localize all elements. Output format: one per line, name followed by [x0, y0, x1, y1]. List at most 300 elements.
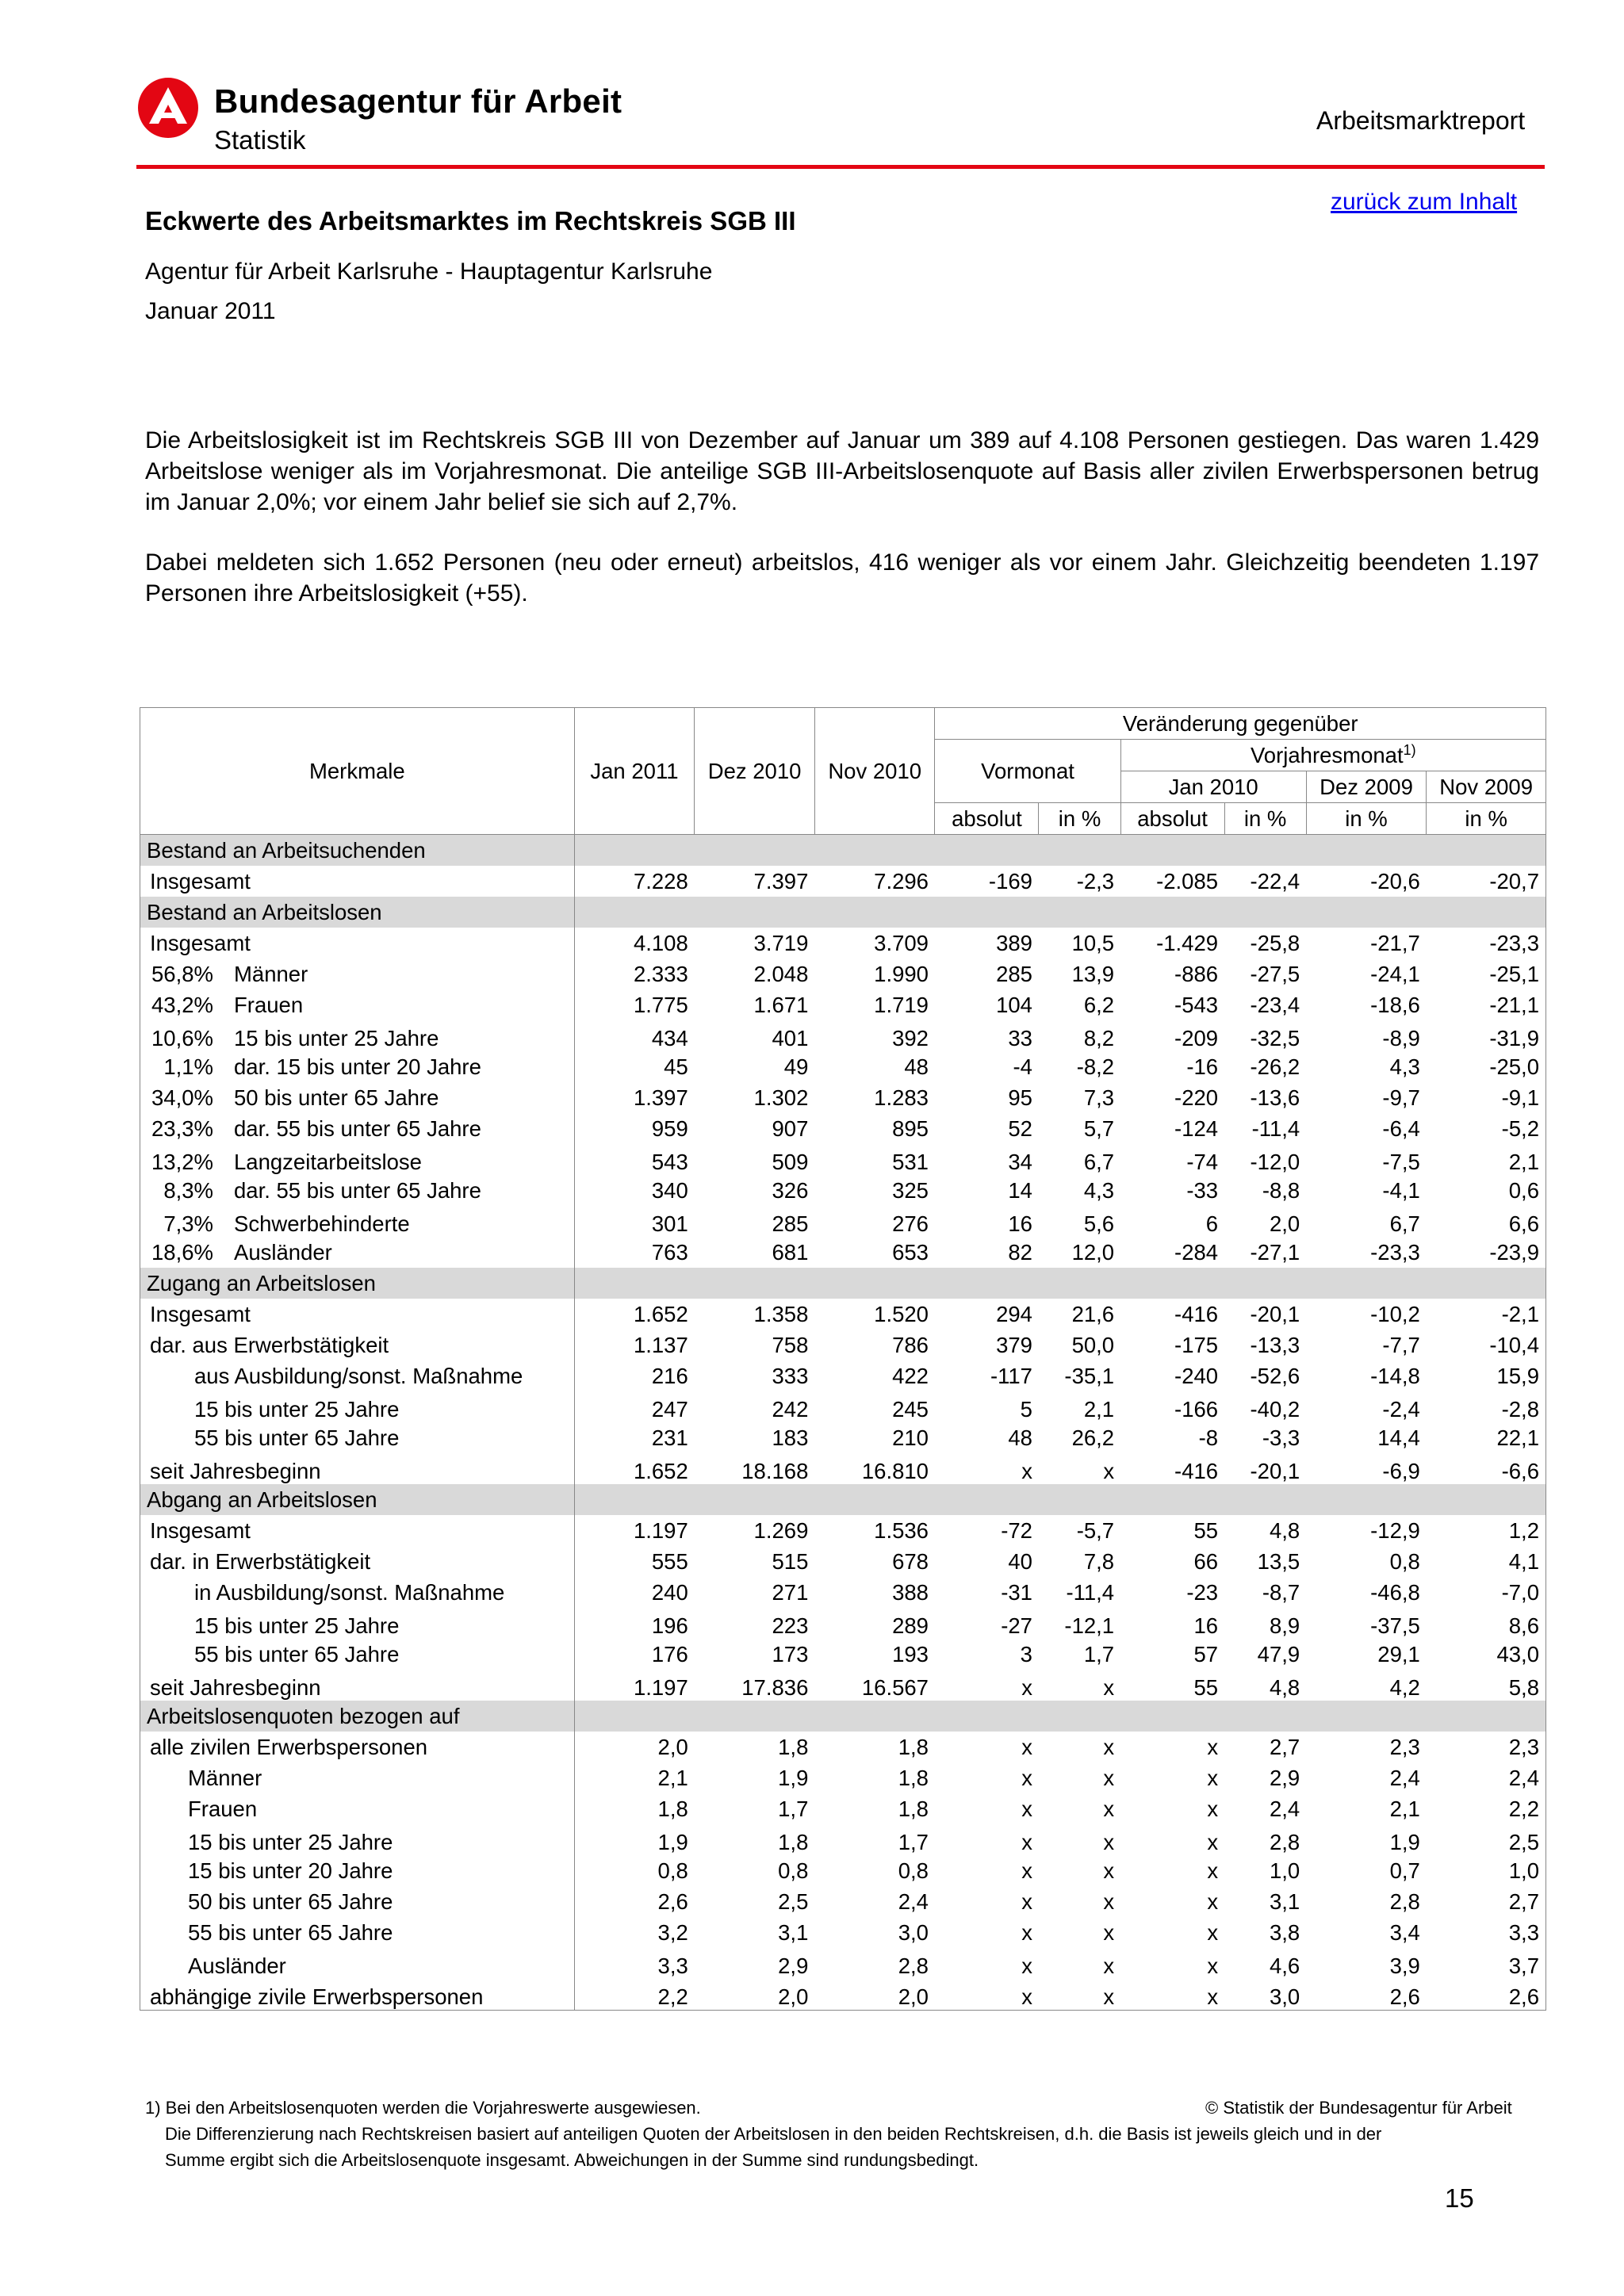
header-vormonat: Vormonat — [935, 740, 1120, 803]
table-row — [140, 1948, 1546, 1979]
row-label-text: Langzeitarbeitslose — [234, 1150, 422, 1174]
row-label-text: abhängige zivile Erwerbspersonen — [150, 1984, 484, 2009]
row-share-pct: 10,6% — [151, 1026, 213, 1050]
table-cell: -25,0 — [1427, 1051, 1546, 1082]
table-cell: -13,6 — [1250, 1085, 1300, 1110]
table-cell: 16.567 — [861, 1675, 929, 1700]
table-cell: -11,4 — [1251, 1115, 1300, 1141]
row-share-pct: 18,6% — [151, 1239, 213, 1265]
table-cell: 4.108 — [633, 930, 688, 955]
table-cell: x — [1103, 1796, 1115, 1821]
row-label-text: 50 bis unter 65 Jahre — [234, 1085, 439, 1110]
row-label — [140, 1577, 575, 1608]
table-cell: x — [1103, 1765, 1115, 1790]
table-row — [140, 1330, 1546, 1360]
header-in-pct: in % — [1039, 803, 1120, 835]
table-cell: 4,8 — [1269, 1675, 1300, 1700]
table-cell: 2,8 — [1269, 1830, 1300, 1854]
table-row — [140, 1793, 1546, 1824]
table-cell: 1.719 — [874, 992, 929, 1017]
header-vorjahresmonat: Vorjahresmonat$^{1)}$ — [1120, 740, 1545, 771]
table-cell: 289 — [892, 1613, 929, 1638]
table-cell: x — [1039, 1979, 1120, 2011]
table-cell: 3,1 — [778, 1919, 809, 1945]
table-cell: 1,0 — [1427, 1855, 1546, 1886]
table-cell: 4,6 — [1269, 1954, 1300, 1978]
table-cell: -52,6 — [1250, 1363, 1300, 1388]
section-title: Zugang an Arbeitslosen — [140, 1268, 575, 1299]
table-cell: 8,9 — [1269, 1613, 1300, 1638]
table-cell: 1.775 — [633, 992, 688, 1017]
table-cell: x — [1103, 1734, 1115, 1759]
table-cell: 5,8 — [1427, 1670, 1546, 1701]
table-row — [140, 1144, 1546, 1175]
table-cell: 895 — [892, 1115, 929, 1141]
table-cell: 392 — [892, 1026, 929, 1050]
table-cell: 16.810 — [861, 1459, 929, 1483]
row-label — [140, 866, 575, 897]
table-cell: 2,2 — [574, 1979, 695, 2011]
table-cell: 29,1 — [1377, 1641, 1420, 1667]
table-cell: 245 — [892, 1397, 929, 1422]
section-filler — [574, 897, 1545, 928]
table-cell: -2,3 — [1076, 868, 1115, 894]
table-cell: 22,1 — [1427, 1422, 1546, 1453]
table-cell: 18.168 — [741, 1459, 809, 1483]
table-cell: 3,8 — [1269, 1919, 1300, 1945]
row-label-text: in Ausbildung/sonst. Maßnahme — [194, 1579, 505, 1605]
table-cell: 2,4 — [898, 1888, 929, 1914]
table-cell: 2,7 — [1427, 1886, 1546, 1917]
table-cell: 0,6 — [1427, 1175, 1546, 1206]
table-cell: 2,1 — [1083, 1397, 1115, 1422]
table-cell: -886 — [1174, 961, 1219, 986]
table-row — [140, 1577, 1546, 1608]
table-cell: 2,5 — [1427, 1824, 1546, 1855]
table-cell: -31,9 — [1427, 1020, 1546, 1051]
table-cell: x — [1021, 1858, 1032, 1883]
row-label-text: dar. in Erwerbstätigkeit — [150, 1548, 371, 1574]
table-cell: x — [1103, 1830, 1115, 1854]
table-cell: -40,2 — [1250, 1397, 1300, 1422]
table-cell: 0,8 — [778, 1858, 809, 1883]
row-label — [140, 1113, 575, 1144]
table-cell: x — [1021, 1954, 1032, 1978]
table-cell: -14,8 — [1370, 1363, 1420, 1388]
table-cell: 2,1 — [657, 1765, 688, 1790]
table-cell: 50,0 — [1071, 1332, 1115, 1357]
row-share-pct: 43,2% — [151, 992, 213, 1017]
row-label — [140, 1762, 575, 1793]
ba-logo-icon — [136, 76, 200, 140]
back-to-contents-link[interactable]: zurück zum Inhalt — [1331, 189, 1518, 215]
section-filler — [574, 1268, 1545, 1299]
table-cell: 1.283 — [874, 1085, 929, 1110]
table-row — [140, 1732, 1546, 1762]
table-row — [140, 1020, 1546, 1051]
row-share-pct: 34,0% — [151, 1085, 213, 1110]
table-cell: 40 — [1008, 1548, 1032, 1574]
table-cell: -166 — [1174, 1397, 1219, 1422]
table-cell: -72 — [1001, 1517, 1032, 1543]
table-cell: 1,9 — [657, 1830, 688, 1854]
table-cell: 340 — [651, 1177, 688, 1203]
table-cell: 2,1 — [1427, 1144, 1546, 1175]
table-cell: -284 — [1174, 1239, 1219, 1265]
table-cell: -22,4 — [1250, 868, 1300, 894]
table-row — [140, 1608, 1546, 1639]
row-label — [140, 1391, 575, 1422]
table-cell: x — [1021, 1675, 1032, 1700]
header-in-pct: in % — [1306, 803, 1427, 835]
table-cell: x — [1207, 1830, 1219, 1854]
table-cell: x — [1207, 1888, 1219, 1914]
row-label-text: dar. aus Erwerbstätigkeit — [150, 1332, 389, 1357]
table-cell: -117 — [990, 1363, 1032, 1388]
table-cell: 434 — [651, 1026, 688, 1050]
table-cell: -175 — [1174, 1332, 1219, 1357]
header-jan2011: Jan 2011 — [574, 708, 695, 835]
table-cell: -23,3 — [1427, 928, 1546, 959]
row-label — [140, 1855, 575, 1886]
table-cell: 12,0 — [1071, 1239, 1115, 1265]
row-label — [140, 1144, 575, 1175]
section-title: Abgang an Arbeitslosen — [140, 1484, 575, 1515]
table-cell: 1,8 — [898, 1734, 929, 1759]
table-cell: 3,9 — [1389, 1954, 1420, 1978]
table-cell: -8,8 — [1262, 1177, 1300, 1203]
table-cell: 57 — [1193, 1641, 1219, 1667]
table-cell: -8 — [1198, 1425, 1219, 1450]
table-cell: -2,8 — [1427, 1391, 1546, 1422]
row-label — [140, 1237, 575, 1268]
table-cell: 47,9 — [1257, 1641, 1300, 1667]
table-cell: -23,9 — [1427, 1237, 1546, 1268]
row-share-pct: 8,3% — [163, 1177, 213, 1203]
table-cell: 240 — [651, 1579, 688, 1605]
table-cell: 223 — [772, 1613, 809, 1638]
row-label-text: seit Jahresbeginn — [150, 1459, 321, 1483]
table-cell: x — [1021, 1830, 1032, 1854]
table-cell: 1.520 — [874, 1301, 929, 1326]
table-cell: 3,0 — [1224, 1979, 1306, 2011]
table-cell: -27 — [1001, 1613, 1032, 1638]
header-absolut: absolut — [1120, 803, 1224, 835]
table-cell: 0,8 — [898, 1858, 929, 1883]
table-cell: 2,0 — [1269, 1211, 1300, 1236]
table-cell: 4,1 — [1427, 1546, 1546, 1577]
row-label — [140, 1639, 575, 1670]
header-veraenderung: Veränderung gegenüber — [935, 708, 1546, 740]
table-cell: x — [1103, 1888, 1115, 1914]
table-cell: -31 — [1001, 1579, 1032, 1605]
table-cell: 422 — [892, 1363, 929, 1388]
table-cell: 16 — [1193, 1613, 1219, 1638]
table-cell: 1,8 — [778, 1830, 809, 1854]
row-label-text: 15 bis unter 25 Jahre — [194, 1397, 400, 1422]
org-sub: Statistik — [214, 125, 306, 155]
table-cell: 95 — [1008, 1085, 1032, 1110]
table-cell: 6,6 — [1427, 1206, 1546, 1237]
table-cell: 7,8 — [1083, 1548, 1115, 1574]
table-cell: 4,8 — [1269, 1517, 1300, 1543]
table-cell: 14 — [1008, 1177, 1032, 1203]
table-cell: 7.397 — [753, 868, 809, 894]
table-cell: -27,1 — [1250, 1239, 1300, 1265]
table-cell: 3,1 — [1269, 1888, 1300, 1914]
table-cell: 216 — [651, 1363, 688, 1388]
table-cell: x — [1021, 1796, 1032, 1821]
row-label — [140, 1051, 575, 1082]
table-cell: 276 — [892, 1211, 929, 1236]
report-title: Arbeitsmarktreport — [1316, 106, 1526, 135]
table-cell: x — [935, 1979, 1039, 2011]
row-label-text: 50 bis unter 65 Jahre — [188, 1888, 393, 1914]
row-label-text: Insgesamt — [150, 1301, 251, 1326]
table-cell: 959 — [651, 1115, 688, 1141]
table-cell: x — [1207, 1858, 1219, 1883]
table-cell: 13,5 — [1257, 1548, 1300, 1574]
table-cell: 786 — [892, 1332, 929, 1357]
table-cell: -220 — [1174, 1085, 1219, 1110]
table-cell: 758 — [772, 1332, 809, 1357]
page-number: 15 — [1445, 2183, 1474, 2213]
table-cell: 1.197 — [633, 1517, 688, 1543]
table-cell: 15,9 — [1427, 1360, 1546, 1391]
row-label-text: Frauen — [188, 1796, 258, 1821]
table-cell: 104 — [996, 992, 1032, 1017]
table-cell: 4,3 — [1083, 1177, 1115, 1203]
table-cell: 2,6 — [1427, 1979, 1546, 2011]
table-cell: 1.990 — [874, 961, 929, 986]
table-cell: 1.671 — [753, 992, 809, 1017]
table-cell: 301 — [651, 1211, 688, 1236]
row-share-pct: 1,1% — [163, 1054, 213, 1079]
table-cell: 7.296 — [874, 868, 929, 894]
table-cell: 2,4 — [1389, 1765, 1420, 1790]
table-cell: 5 — [1020, 1397, 1032, 1422]
row-label — [140, 1824, 575, 1855]
row-label — [140, 959, 575, 989]
header-in-pct: in % — [1427, 803, 1546, 835]
row-label-text: 15 bis unter 25 Jahre — [188, 1830, 393, 1854]
table-row — [140, 1113, 1546, 1144]
table-cell: 3,4 — [1389, 1919, 1420, 1945]
table-cell: 8,6 — [1427, 1608, 1546, 1639]
table-cell: 1,9 — [1389, 1830, 1420, 1854]
table-cell: 3,7 — [1427, 1948, 1546, 1979]
table-cell: -18,6 — [1370, 992, 1420, 1017]
table-row — [140, 1824, 1546, 1855]
table-cell: x — [1021, 1765, 1032, 1790]
table-cell: 0,7 — [1389, 1858, 1420, 1883]
table-cell: 325 — [892, 1177, 929, 1203]
row-label-text: Männer — [234, 961, 308, 986]
table-cell: -16 — [1186, 1054, 1219, 1079]
table-cell: 2,4 — [1269, 1796, 1300, 1821]
row-label — [140, 1515, 575, 1546]
agency-name: Agentur für Arbeit Karlsruhe - Hauptagentur Karlsruhe — [145, 258, 713, 285]
table-row — [140, 1670, 1546, 1701]
row-label — [140, 1670, 575, 1701]
table-cell: 1.302 — [753, 1085, 809, 1110]
header-absolut: absolut — [935, 803, 1039, 835]
table-cell: -12,9 — [1370, 1517, 1420, 1543]
table-cell: -5,2 — [1427, 1113, 1546, 1144]
table-cell: -37,5 — [1370, 1613, 1420, 1638]
row-label — [140, 1360, 575, 1391]
table-row — [140, 1422, 1546, 1453]
table-cell: 34 — [1008, 1150, 1032, 1174]
table-cell: 66 — [1193, 1548, 1219, 1574]
table-cell: 183 — [772, 1425, 809, 1450]
section-filler — [574, 835, 1545, 867]
table-cell: -9,1 — [1427, 1082, 1546, 1113]
table-cell: 326 — [772, 1177, 809, 1203]
footnote-2: Die Differenzierung nach Rechtskreisen basiert auf anteiligen Quoten der Arbeitslosen in den beiden Rechtskreisen, d.h. die Basis ist jeweils gleich und in der — [165, 2124, 1382, 2144]
table-cell: 3 — [1020, 1641, 1032, 1667]
table-cell: 2.333 — [633, 961, 688, 986]
row-label-text: Insgesamt — [150, 868, 251, 894]
table-cell: -2.085 — [1156, 868, 1219, 894]
table-cell: -35,1 — [1064, 1363, 1115, 1388]
table-cell: -8,9 — [1382, 1026, 1420, 1050]
table-cell: 2,6 — [657, 1888, 688, 1914]
table-cell: 2,3 — [1389, 1734, 1420, 1759]
table-cell: -21,7 — [1370, 930, 1420, 955]
table-row — [140, 1917, 1546, 1948]
table-cell: -32,5 — [1250, 1026, 1300, 1050]
table-cell: 4,2 — [1389, 1675, 1420, 1700]
table-cell: -25,1 — [1427, 959, 1546, 989]
org-name: Bundesagentur für Arbeit — [214, 82, 622, 120]
table-header — [140, 708, 1546, 835]
section-filler — [574, 1701, 1545, 1732]
table-cell: -10,4 — [1427, 1330, 1546, 1360]
table-cell: -20,1 — [1250, 1459, 1300, 1483]
header-nov2010: Nov 2010 — [814, 708, 935, 835]
header-nov2009: Nov 2009 — [1427, 771, 1546, 803]
table-cell: 271 — [772, 1579, 809, 1605]
row-label — [140, 1886, 575, 1917]
table-cell: 1,7 — [1083, 1641, 1115, 1667]
table-cell: 8,2 — [1083, 1026, 1115, 1050]
section-filler — [574, 1484, 1545, 1515]
table-cell: -9,7 — [1382, 1085, 1420, 1110]
row-label-text: dar. 55 bis unter 65 Jahre — [234, 1115, 481, 1141]
table-cell: -33 — [1186, 1177, 1219, 1203]
table-row — [140, 1299, 1546, 1330]
table-cell: 5,6 — [1083, 1211, 1115, 1236]
table-cell: -6,4 — [1382, 1115, 1420, 1141]
table-cell: 48 — [904, 1054, 929, 1079]
row-label — [140, 1453, 575, 1484]
row-label-text: Insgesamt — [150, 930, 251, 955]
table-cell: 2,1 — [1389, 1796, 1420, 1821]
header-jan2010: Jan 2010 — [1120, 771, 1306, 803]
table-cell: x — [1207, 1796, 1219, 1821]
table-cell: 33 — [1008, 1026, 1032, 1050]
row-label-text: Männer — [188, 1765, 262, 1790]
section-title: Bestand an Arbeitsuchenden — [140, 835, 575, 867]
table-cell: -416 — [1174, 1459, 1219, 1483]
table-cell: 173 — [772, 1641, 809, 1667]
table-cell: -2,1 — [1427, 1299, 1546, 1330]
table-cell: x — [1021, 1734, 1032, 1759]
table-cell: 1.536 — [874, 1517, 929, 1543]
table-cell: 7,3 — [1083, 1085, 1115, 1110]
section-header-row — [140, 1268, 1546, 1299]
row-share-pct: 13,2% — [151, 1150, 213, 1174]
table-cell: 2,4 — [1427, 1762, 1546, 1793]
table-cell: 3.709 — [874, 930, 929, 955]
row-share-pct: 7,3% — [163, 1211, 213, 1236]
row-label — [140, 1020, 575, 1051]
table-cell: 2,9 — [778, 1954, 809, 1978]
table-cell: 1,8 — [898, 1796, 929, 1821]
table-row — [140, 1051, 1546, 1082]
table-cell: -12,1 — [1064, 1613, 1115, 1638]
row-label — [140, 1917, 575, 1948]
table-cell: 1,7 — [898, 1830, 929, 1854]
table-cell: 0,8 — [1389, 1548, 1420, 1574]
row-label-text: seit Jahresbeginn — [150, 1675, 321, 1700]
row-label — [140, 1948, 575, 1979]
table-cell: 681 — [772, 1239, 809, 1265]
row-label — [140, 928, 575, 959]
table-cell: 285 — [996, 961, 1032, 986]
row-label-text: 15 bis unter 25 Jahre — [194, 1613, 400, 1638]
table-cell: -26,2 — [1250, 1054, 1300, 1079]
table-row — [140, 1979, 1546, 2011]
table-cell: 3,3 — [1427, 1917, 1546, 1948]
table-cell: 515 — [772, 1548, 809, 1574]
table-row — [140, 928, 1546, 959]
table-cell: 1.397 — [633, 1085, 688, 1110]
table-cell: -20,1 — [1250, 1301, 1300, 1326]
table-cell: -7,7 — [1382, 1332, 1420, 1357]
table-cell: -5,7 — [1076, 1517, 1115, 1543]
table-cell: x — [1103, 1919, 1115, 1945]
table-cell: 210 — [892, 1425, 929, 1450]
table-cell: 555 — [651, 1548, 688, 1574]
footnote-3: Summe ergibt sich die Arbeitslosenquote insgesamt. Abweichungen in der Summe sind rundungsbedingt. — [165, 2150, 979, 2170]
header-divider — [136, 165, 1545, 169]
table-cell: -209 — [1174, 1026, 1219, 1050]
table-row — [140, 1453, 1546, 1484]
table-cell: -4,1 — [1382, 1177, 1420, 1203]
header-dez2010: Dez 2010 — [695, 708, 815, 835]
table-cell: 21,6 — [1071, 1301, 1115, 1326]
table-cell: 2,9 — [1269, 1765, 1300, 1790]
table-cell: -23,3 — [1370, 1239, 1420, 1265]
row-label-text: Ausländer — [234, 1239, 332, 1265]
header-merkmale: Merkmale — [140, 708, 575, 835]
table-cell: 543 — [651, 1150, 688, 1174]
table-cell: -6,6 — [1427, 1453, 1546, 1484]
summary-paragraph-1: Die Arbeitslosigkeit ist im Rechtskreis SGB III von Dezember auf Januar um 389 auf 4.108 Personen gestiegen. Das waren 1.429 Arbeitslose weniger als im Vorjahresmonat. Die anteilige SGB III-Arbeitslosenquote auf Basis aller zivilen Erwerbspersonen betrug im Januar 2,0%; vor einem Jahr belief sie sich auf 2,7%. — [145, 427, 1539, 515]
period: Januar 2011 — [145, 298, 276, 324]
row-label — [140, 1082, 575, 1113]
row-label-text: alle zivilen Erwerbspersonen — [150, 1734, 428, 1759]
table-cell: -124 — [1174, 1115, 1219, 1141]
row-label-text: 15 bis unter 25 Jahre — [234, 1026, 439, 1050]
table-cell: -24,1 — [1370, 961, 1420, 986]
summary-paragraph-2: Dabei meldeten sich 1.652 Personen (neu oder erneut) arbeitslos, 416 weniger als vor einem Jahr. Gleichzeitig beendeten 1.197 Personen ihre Arbeitslosigkeit (+55). — [145, 549, 1539, 607]
row-label — [140, 1422, 575, 1453]
table-cell: 1,8 — [657, 1796, 688, 1821]
row-label — [140, 1979, 575, 2011]
